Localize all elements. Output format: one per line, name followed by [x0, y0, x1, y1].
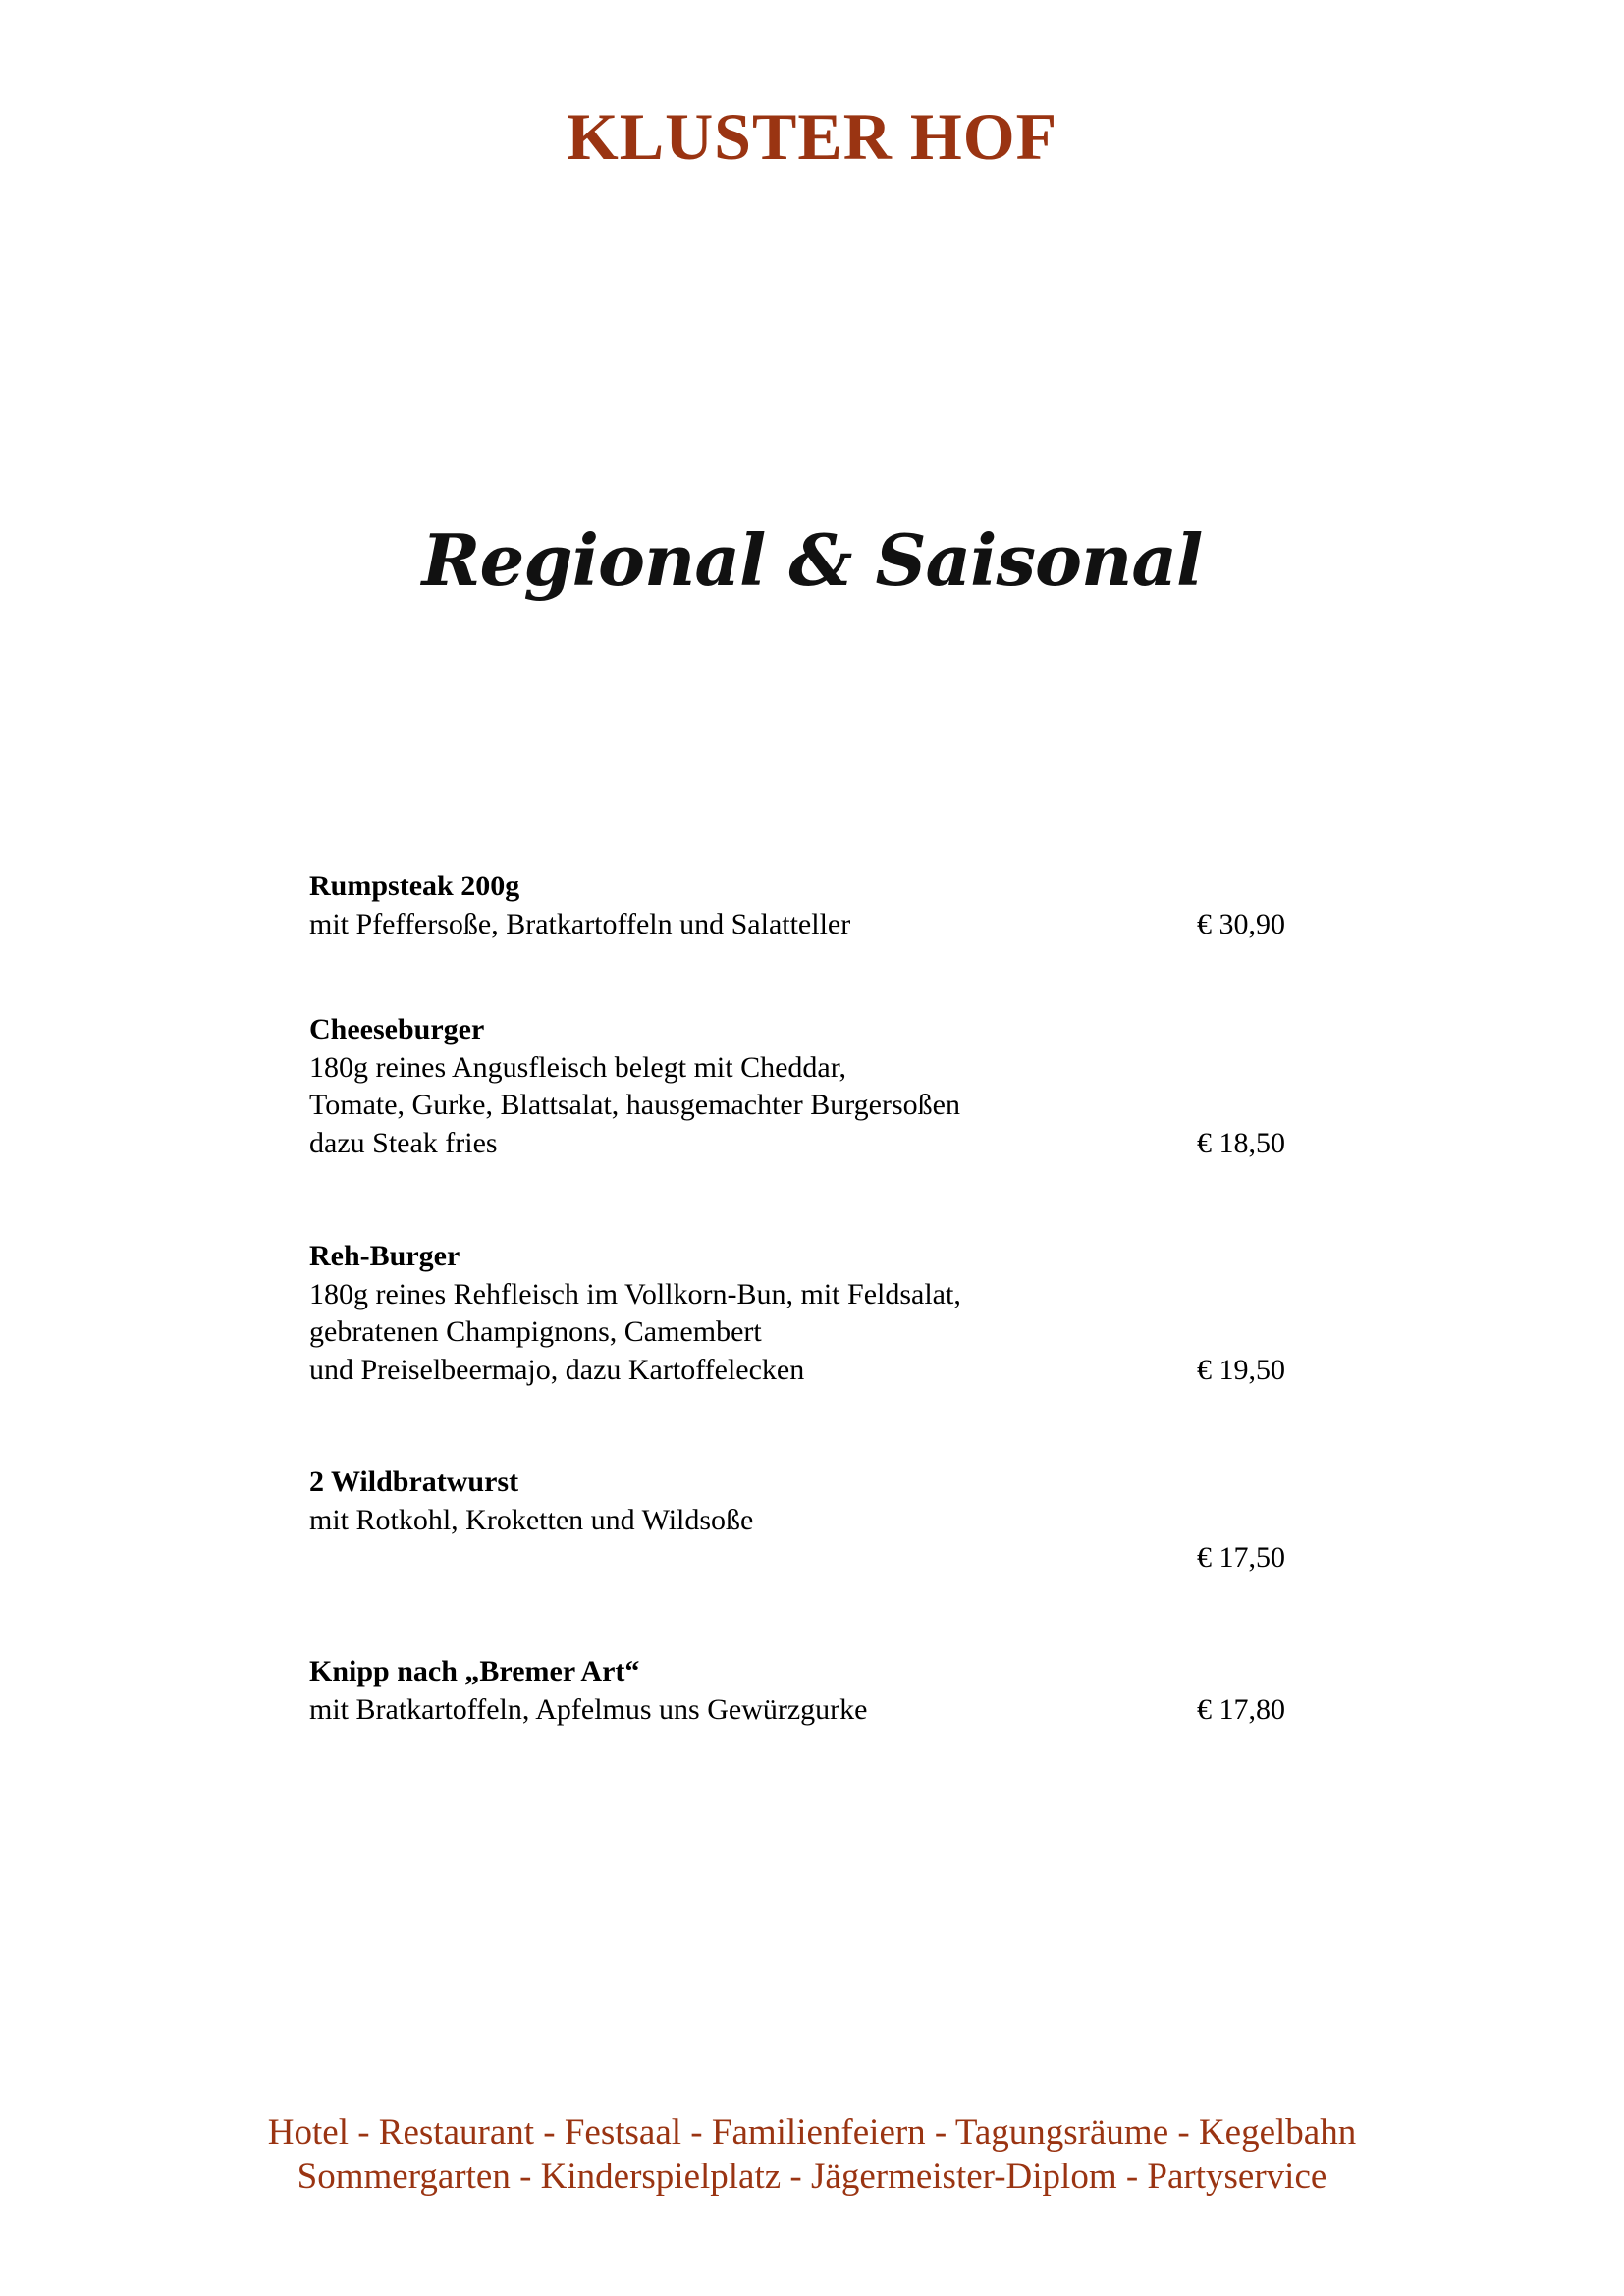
- menu-item-price: € 17,80: [1197, 1692, 1285, 1726]
- footer: [0, 2110, 1624, 2199]
- brand-title: KLUSTER HOF: [566, 99, 1058, 174]
- menu-item-price: € 19,50: [1197, 1353, 1285, 1386]
- menu-item-description: dazu Steak fries: [309, 1126, 498, 1159]
- menu-item-name: Rumpsteak 200g: [309, 870, 520, 902]
- menu-item-description: mit Pfeffersoße, Bratkartoffeln und Salatteller: [309, 907, 851, 940]
- menu-item-name: 2 Wildbratwurst: [309, 1466, 519, 1498]
- menu-item-price: € 30,90: [1197, 907, 1285, 940]
- menu-item-description: Tomate, Gurke, Blattsalat, hausgemachter Burgersoßen: [309, 1089, 960, 1121]
- menu-item-name: Cheeseburger: [309, 1013, 485, 1045]
- menu-item-description: mit Rotkohl, Kroketten und Wildsoße: [309, 1503, 754, 1536]
- menu-item-description: 180g reines Angusfleisch belegt mit Cheddar,: [309, 1050, 847, 1084]
- menu-item-rumpsteak: [309, 868, 1301, 943]
- section-title: Regional & Saisonal: [421, 518, 1203, 602]
- menu-item-name: Knipp nach „Bremer Art“: [309, 1655, 640, 1687]
- menu-item-description: mit Bratkartoffeln, Apfelmus uns Gewürzgurke: [309, 1692, 868, 1726]
- menu-item-name: Reh-Burger: [309, 1240, 460, 1272]
- menu-item-description: und Preiselbeermajo, dazu Kartoffelecken: [309, 1353, 805, 1386]
- menu-item-wildbratwurst: [309, 1464, 1301, 1574]
- menu-item-cheeseburger: [309, 1011, 1301, 1162]
- menu-item-description: gebratenen Champignons, Camembert: [309, 1315, 762, 1348]
- menu-item-price: € 18,50: [1197, 1126, 1285, 1159]
- menu-item-description: 180g reines Rehfleisch im Vollkorn-Bun, mit Feldsalat,: [309, 1277, 961, 1310]
- menu-item-knipp: [309, 1653, 1301, 1729]
- menu-item-price: € 17,50: [1197, 1541, 1285, 1574]
- footer-services-line-2: Sommergarten - Kinderspielplatz - Jägermeister-Diplom - Partyservice: [297, 2157, 1327, 2197]
- footer-services-line-1: Hotel - Restaurant - Festsaal - Familienfeiern - Tagungsräume - Kegelbahn: [267, 2112, 1357, 2153]
- menu-item-reh-burger: [309, 1238, 1301, 1389]
